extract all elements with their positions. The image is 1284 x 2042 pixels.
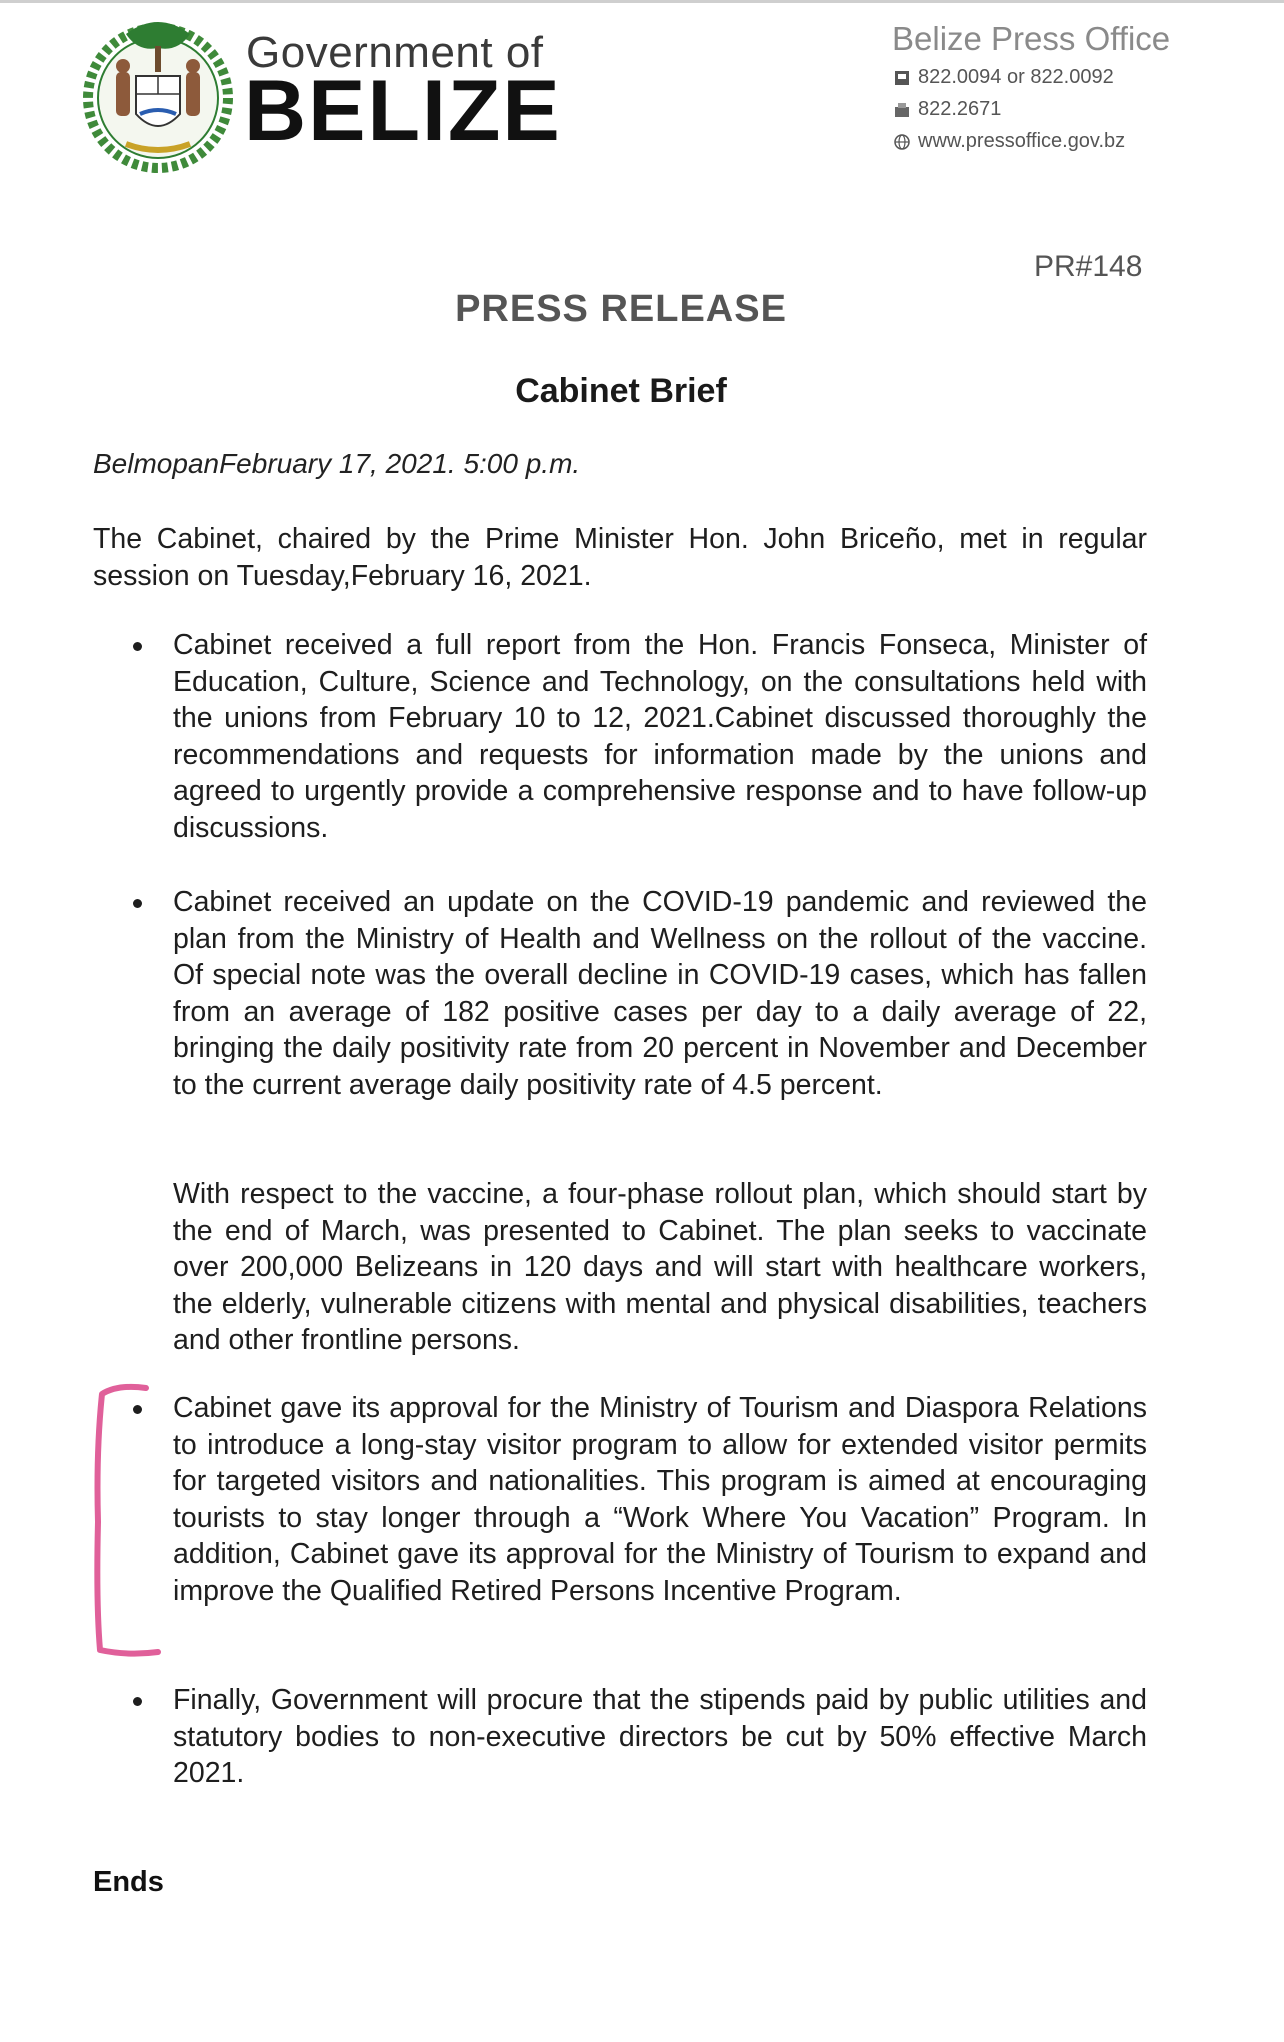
coat-of-arms-icon (78, 14, 238, 174)
bullet-item-education: Cabinet received a full report from the Hon. Francis Fonseca, Minister of Education, Culture, Science and Technology, on the consultations held with the unions from February 10 to 12, 2021.Cabinet discussed thoroughly the recommendations and requests for information made by the unions and agreed to urgently provide a comprehensive response and to have follow-up discussions. (173, 629, 1147, 844)
website-contact[interactable] (894, 130, 1125, 153)
government-of-label: Government of (246, 28, 544, 77)
phone-contact (894, 66, 1114, 89)
bullet-marker (133, 642, 142, 651)
highlight-bracket-annotation (88, 1382, 168, 1660)
bullet-item-tourism: Cabinet gave its approval for the Ministry of Tourism and Diaspora Relations to introduce a long-stay visitor program to allow for extended visitor permits for targeted visitors and nationalities. This program is aimed at encouraging tourists to stay longer through a “Work Where You Vacation” Program. In addition, Cabinet gave its approval for the Ministry of Tourism to expand and improve the Qualified Retired Persons Incentive Program. (173, 1392, 1147, 1607)
fax-contact (894, 98, 1001, 121)
press-release-heading: PRESS RELEASE (455, 288, 787, 330)
bullet-item-stipends: Finally, Government will procure that the stipends paid by public utilities and statutory bodies to non-executive directors be cut by 50% effective March 2021. (173, 1684, 1147, 1789)
website-link[interactable]: www.pressoffice.gov.bz (918, 130, 1126, 152)
document-subtitle: Cabinet Brief (515, 372, 727, 410)
top-divider (0, 0, 1284, 3)
press-release-number: PR#148 (1034, 250, 1143, 283)
intro-paragraph: The Cabinet, chaired by the Prime Minister Hon. John Briceño, met in regular session on Tuesday,February 16, 2021. (93, 523, 1147, 592)
globe-icon (894, 134, 910, 150)
vaccine-rollout-paragraph: With respect to the vaccine, a four-phase rollout plan, which should start by the end of March, was presented to Cabinet. The plan seeks to vaccinate over 200,000 Belizeans in 120 days and will start with healthcare workers, the elderly, vulnerable citizens with mental and physical disabilities, teachers and other frontline persons. (173, 1178, 1147, 1356)
fax-number: 822.2671 (918, 98, 1002, 120)
country-wordmark: BELIZE (244, 63, 562, 159)
closing-ends: Ends (93, 1866, 164, 1898)
bullet-marker (133, 1405, 142, 1414)
fax-icon (894, 102, 910, 118)
phone-icon (894, 70, 910, 86)
phone-number: 822.0094 or 822.0092 (918, 66, 1114, 88)
bullet-item-covid: Cabinet received an update on the COVID-19 pandemic and reviewed the plan from the Ministry of Health and Wellness on the rollout of the vaccine. Of special note was the overall decline in COVID-19 cases, which has fallen from an average of 182 positive cases per day to a daily average of 22, bringing the daily positivity rate from 20 percent in November and December to the current average daily positivity rate of 4.5 percent. (173, 886, 1147, 1101)
bullet-marker (133, 1697, 142, 1706)
bullet-marker (133, 899, 142, 908)
dateline: BelmopanFebruary 17, 2021. 5:00 p.m. (93, 448, 581, 479)
press-office-label: Belize Press Office (892, 20, 1171, 57)
